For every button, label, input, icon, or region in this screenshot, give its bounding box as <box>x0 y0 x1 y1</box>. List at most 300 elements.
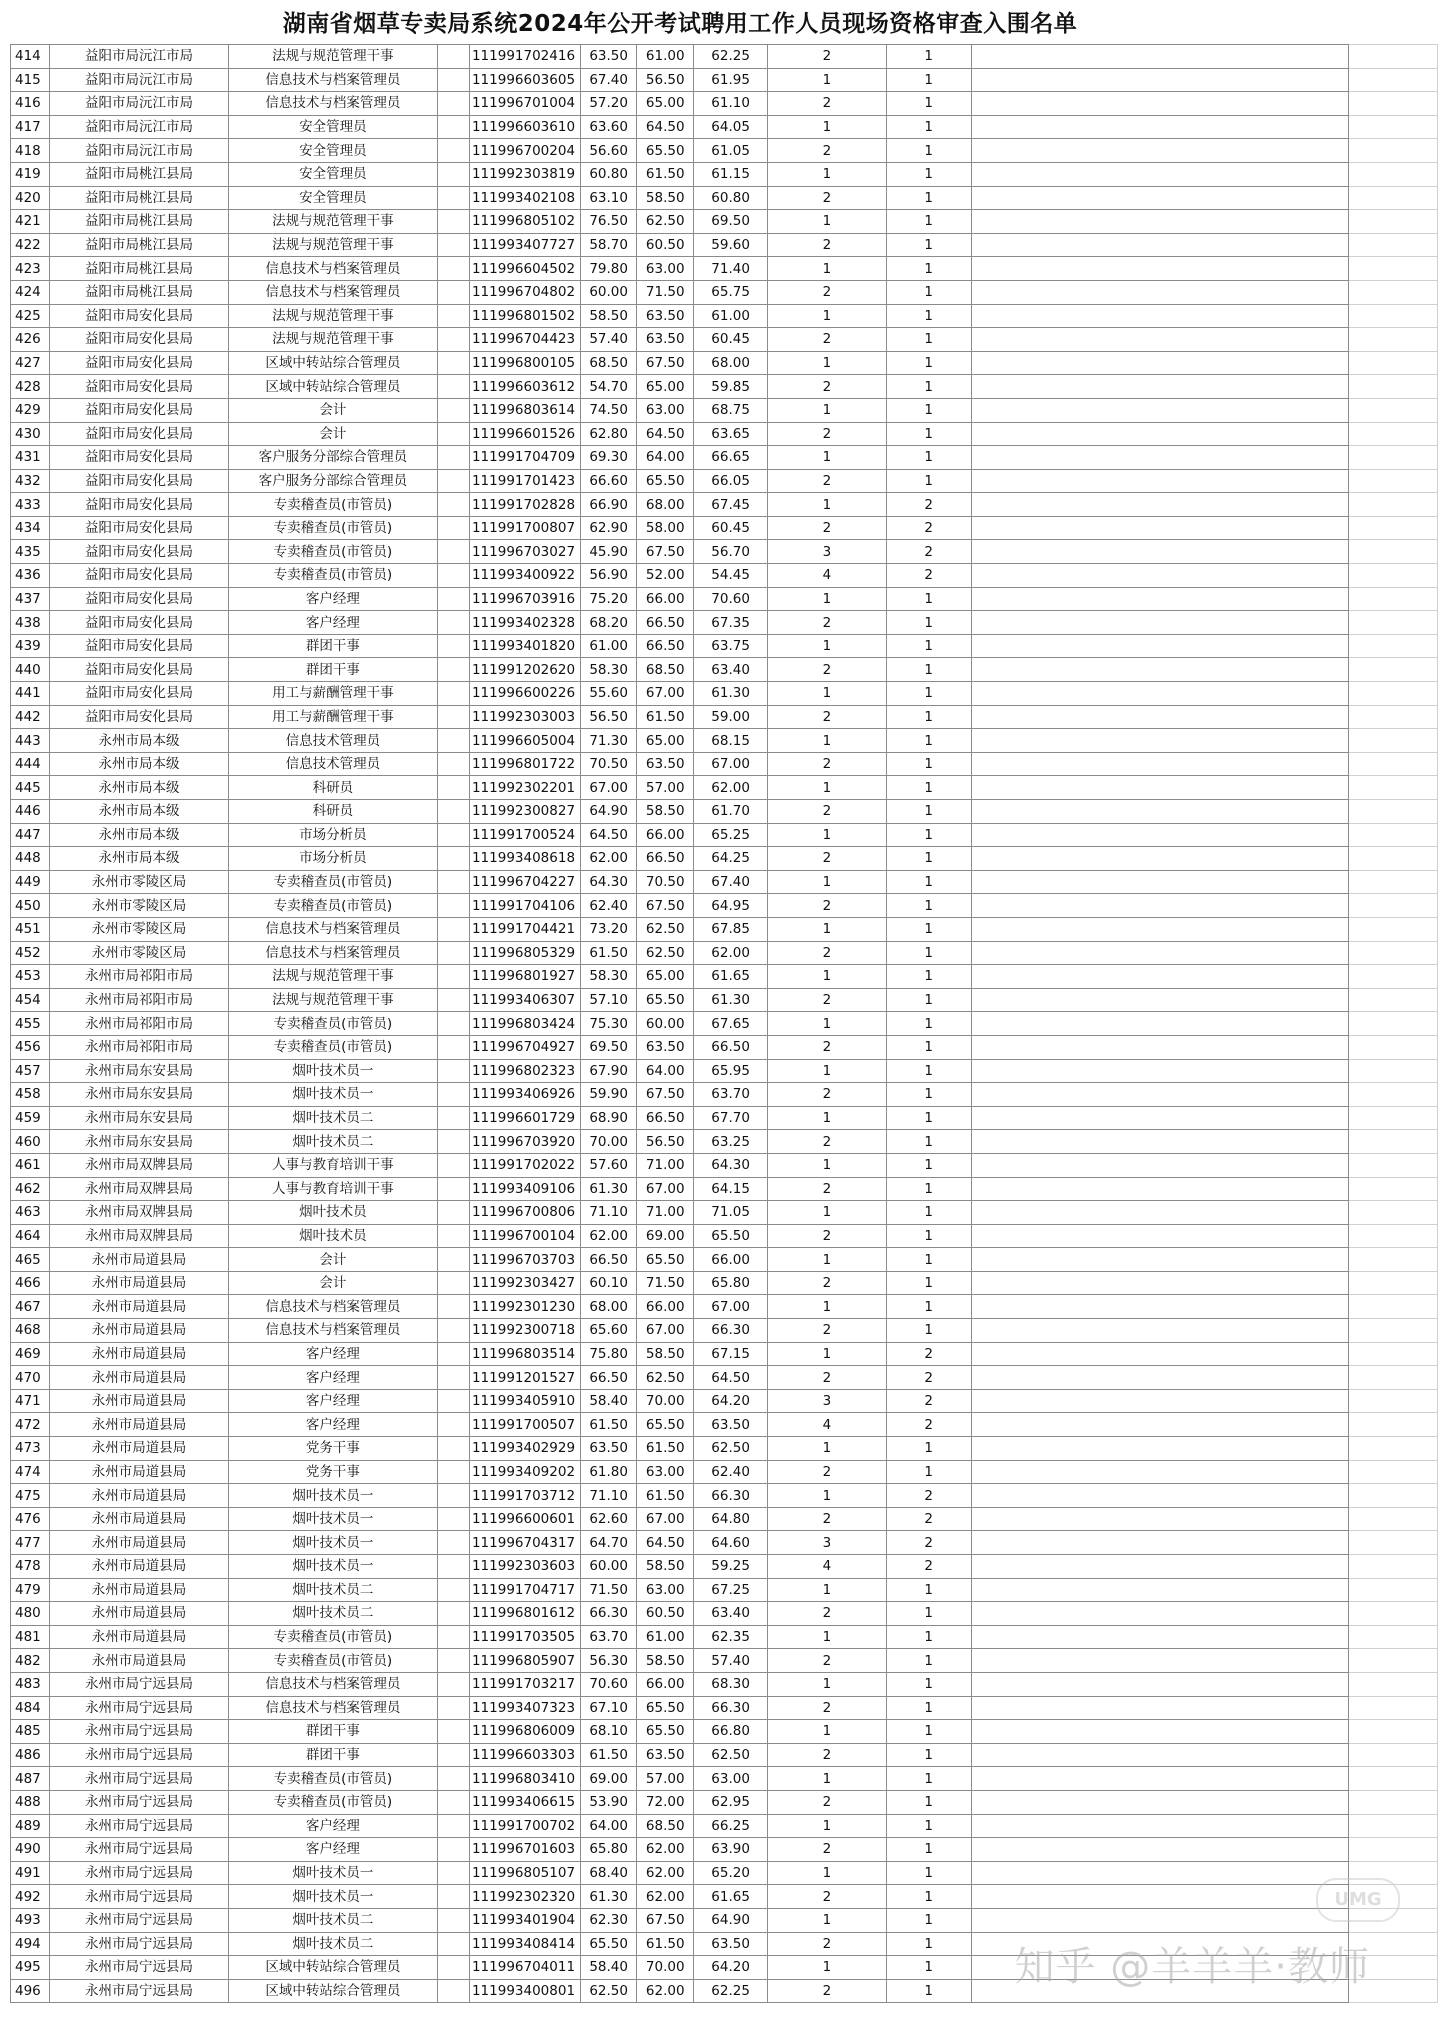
blank-cell <box>971 1743 1348 1767</box>
total-score-cell: 61.65 <box>694 1885 768 1909</box>
exam-id-cell: 111996801612 <box>469 1602 580 1626</box>
spacer-cell <box>437 516 469 540</box>
rank-cell: 1 <box>768 1578 886 1602</box>
seq-cell: 428 <box>11 375 50 399</box>
rank-cell: 1 <box>768 1295 886 1319</box>
blank-cell <box>1348 1720 1437 1744</box>
blank-cell <box>971 658 1348 682</box>
total-score-cell: 62.50 <box>694 1437 768 1461</box>
quota-cell: 1 <box>886 1625 971 1649</box>
rank-cell: 2 <box>768 1979 886 2003</box>
quota-cell: 1 <box>886 280 971 304</box>
written-score-cell: 65.50 <box>580 1932 637 1956</box>
written-score-cell: 62.50 <box>580 1979 637 2003</box>
blank-cell <box>1348 965 1437 989</box>
quota-cell: 1 <box>886 988 971 1012</box>
blank-cell <box>971 682 1348 706</box>
position-cell: 信息技术管理员 <box>229 752 438 776</box>
seq-cell: 425 <box>11 304 50 328</box>
interview-score-cell: 56.50 <box>637 68 694 92</box>
quota-cell: 2 <box>886 1413 971 1437</box>
table-row <box>11 587 1438 611</box>
spacer-cell <box>437 375 469 399</box>
spacer-cell <box>437 1201 469 1225</box>
written-score-cell: 67.40 <box>580 68 637 92</box>
total-score-cell: 71.05 <box>694 1201 768 1225</box>
seq-cell: 414 <box>11 45 50 69</box>
written-score-cell: 75.80 <box>580 1342 637 1366</box>
blank-cell <box>1348 823 1437 847</box>
quota-cell: 1 <box>886 847 971 871</box>
quota-cell: 1 <box>886 1130 971 1154</box>
rank-cell: 1 <box>768 634 886 658</box>
quota-cell: 1 <box>886 917 971 941</box>
quota-cell: 1 <box>886 1861 971 1885</box>
rank-cell: 1 <box>768 1106 886 1130</box>
unit-cell: 永州市局道县局 <box>49 1602 228 1626</box>
rank-cell: 1 <box>768 210 886 234</box>
spacer-cell <box>437 540 469 564</box>
total-score-cell: 59.25 <box>694 1555 768 1579</box>
blank-cell <box>971 1885 1348 1909</box>
spacer-cell <box>437 1484 469 1508</box>
position-cell: 安全管理员 <box>229 186 438 210</box>
unit-cell: 永州市局本级 <box>49 800 228 824</box>
interview-score-cell: 67.50 <box>637 351 694 375</box>
seq-cell: 493 <box>11 1908 50 1932</box>
blank-cell <box>1348 1743 1437 1767</box>
exam-id-cell: 111996800105 <box>469 351 580 375</box>
spacer-cell <box>437 1625 469 1649</box>
spacer-cell <box>437 351 469 375</box>
rank-cell: 1 <box>768 1012 886 1036</box>
rank-cell: 1 <box>768 1672 886 1696</box>
rank-cell: 2 <box>768 752 886 776</box>
exam-id-cell: 111996703920 <box>469 1130 580 1154</box>
blank-cell <box>1348 68 1437 92</box>
quota-cell: 1 <box>886 1649 971 1673</box>
unit-cell: 益阳市局桃江县局 <box>49 280 228 304</box>
rank-cell: 2 <box>768 1743 886 1767</box>
seq-cell: 459 <box>11 1106 50 1130</box>
quota-cell: 1 <box>886 1743 971 1767</box>
table-row <box>11 917 1438 941</box>
written-score-cell: 71.10 <box>580 1484 637 1508</box>
exam-id-cell: 111996805107 <box>469 1861 580 1885</box>
spacer-cell <box>437 658 469 682</box>
quota-cell: 1 <box>886 398 971 422</box>
unit-cell: 永州市局东安县局 <box>49 1059 228 1083</box>
rank-cell: 1 <box>768 1153 886 1177</box>
seq-cell: 460 <box>11 1130 50 1154</box>
blank-cell <box>971 634 1348 658</box>
position-cell: 专卖稽查员(市管员) <box>229 1790 438 1814</box>
written-score-cell: 55.60 <box>580 682 637 706</box>
position-cell: 专卖稽查员(市管员) <box>229 894 438 918</box>
quota-cell: 1 <box>886 1460 971 1484</box>
interview-score-cell: 65.50 <box>637 139 694 163</box>
written-score-cell: 67.00 <box>580 776 637 800</box>
quota-cell: 1 <box>886 162 971 186</box>
seq-cell: 434 <box>11 516 50 540</box>
exam-id-cell: 111993400922 <box>469 564 580 588</box>
exam-id-cell: 111996801927 <box>469 965 580 989</box>
blank-cell <box>1348 1413 1437 1437</box>
quota-cell: 1 <box>886 1035 971 1059</box>
seq-cell: 461 <box>11 1153 50 1177</box>
unit-cell: 益阳市局安化县局 <box>49 304 228 328</box>
total-score-cell: 63.50 <box>694 1413 768 1437</box>
position-cell: 烟叶技术员二 <box>229 1106 438 1130</box>
rank-cell: 2 <box>768 422 886 446</box>
total-score-cell: 67.00 <box>694 752 768 776</box>
unit-cell: 永州市局本级 <box>49 823 228 847</box>
table-row <box>11 1201 1438 1225</box>
rank-cell: 1 <box>768 1908 886 1932</box>
unit-cell: 永州市零陵区局 <box>49 941 228 965</box>
blank-cell <box>971 823 1348 847</box>
spacer-cell <box>437 1389 469 1413</box>
unit-cell: 益阳市局安化县局 <box>49 611 228 635</box>
unit-cell: 永州市局双牌县局 <box>49 1153 228 1177</box>
quota-cell: 1 <box>886 139 971 163</box>
seq-cell: 431 <box>11 446 50 470</box>
blank-cell <box>971 776 1348 800</box>
exam-id-cell: 111996603303 <box>469 1743 580 1767</box>
quota-cell: 1 <box>886 965 971 989</box>
rank-cell: 1 <box>768 1767 886 1791</box>
table-row <box>11 92 1438 116</box>
exam-id-cell: 111996704423 <box>469 328 580 352</box>
interview-score-cell: 58.50 <box>637 800 694 824</box>
blank-cell <box>1348 45 1437 69</box>
exam-id-cell: 111993402108 <box>469 186 580 210</box>
total-score-cell: 63.70 <box>694 1083 768 1107</box>
blank-cell <box>1348 800 1437 824</box>
spacer-cell <box>437 115 469 139</box>
total-score-cell: 67.15 <box>694 1342 768 1366</box>
total-score-cell: 62.00 <box>694 941 768 965</box>
written-score-cell: 67.90 <box>580 1059 637 1083</box>
exam-id-cell: 111993407727 <box>469 233 580 257</box>
spacer-cell <box>437 1342 469 1366</box>
seq-cell: 469 <box>11 1342 50 1366</box>
unit-cell: 益阳市局桃江县局 <box>49 257 228 281</box>
exam-id-cell: 111993401904 <box>469 1908 580 1932</box>
spacer-cell <box>437 257 469 281</box>
blank-cell <box>1348 1649 1437 1673</box>
blank-cell <box>971 68 1348 92</box>
quota-cell: 1 <box>886 870 971 894</box>
exam-id-cell: 111996700204 <box>469 139 580 163</box>
blank-cell <box>971 1838 1348 1862</box>
blank-cell <box>1348 1389 1437 1413</box>
total-score-cell: 64.15 <box>694 1177 768 1201</box>
table-row <box>11 1908 1438 1932</box>
blank-cell <box>1348 1838 1437 1862</box>
total-score-cell: 64.20 <box>694 1389 768 1413</box>
table-row <box>11 162 1438 186</box>
table-row <box>11 682 1438 706</box>
position-cell: 烟叶技术员二 <box>229 1908 438 1932</box>
quota-cell: 2 <box>886 540 971 564</box>
position-cell: 群团干事 <box>229 634 438 658</box>
interview-score-cell: 72.00 <box>637 1790 694 1814</box>
exam-id-cell: 111991704717 <box>469 1578 580 1602</box>
spacer-cell <box>437 1602 469 1626</box>
exam-id-cell: 111996601526 <box>469 422 580 446</box>
rank-cell: 1 <box>768 587 886 611</box>
quota-cell: 1 <box>886 1271 971 1295</box>
total-score-cell: 64.80 <box>694 1507 768 1531</box>
written-score-cell: 60.00 <box>580 1555 637 1579</box>
unit-cell: 益阳市局安化县局 <box>49 540 228 564</box>
rank-cell: 2 <box>768 1932 886 1956</box>
unit-cell: 永州市局道县局 <box>49 1295 228 1319</box>
blank-cell <box>1348 1366 1437 1390</box>
exam-id-cell: 111996704927 <box>469 1035 580 1059</box>
unit-cell: 永州市局道县局 <box>49 1248 228 1272</box>
spacer-cell <box>437 446 469 470</box>
interview-score-cell: 71.00 <box>637 1153 694 1177</box>
interview-score-cell: 63.50 <box>637 328 694 352</box>
rank-cell: 2 <box>768 233 886 257</box>
spacer-cell <box>437 280 469 304</box>
blank-cell <box>971 1389 1348 1413</box>
seq-cell: 444 <box>11 752 50 776</box>
table-row <box>11 705 1438 729</box>
table-row <box>11 1696 1438 1720</box>
exam-id-cell: 111996704317 <box>469 1531 580 1555</box>
position-cell: 安全管理员 <box>229 162 438 186</box>
seq-cell: 464 <box>11 1224 50 1248</box>
written-score-cell: 63.10 <box>580 186 637 210</box>
written-score-cell: 71.10 <box>580 1201 637 1225</box>
seq-cell: 430 <box>11 422 50 446</box>
blank-cell <box>1348 351 1437 375</box>
blank-cell <box>1348 1130 1437 1154</box>
position-cell: 科研员 <box>229 776 438 800</box>
rank-cell: 2 <box>768 469 886 493</box>
blank-cell <box>1348 752 1437 776</box>
seq-cell: 447 <box>11 823 50 847</box>
seq-cell: 486 <box>11 1743 50 1767</box>
table-row <box>11 1319 1438 1343</box>
spacer-cell <box>437 1366 469 1390</box>
blank-cell <box>971 800 1348 824</box>
spacer-cell <box>437 1012 469 1036</box>
seq-cell: 463 <box>11 1201 50 1225</box>
blank-cell <box>1348 1271 1437 1295</box>
quota-cell: 1 <box>886 894 971 918</box>
position-cell: 群团干事 <box>229 1743 438 1767</box>
interview-score-cell: 69.00 <box>637 1224 694 1248</box>
interview-score-cell: 61.50 <box>637 1484 694 1508</box>
spacer-cell <box>437 1932 469 1956</box>
seq-cell: 421 <box>11 210 50 234</box>
interview-score-cell: 67.00 <box>637 1177 694 1201</box>
table-row <box>11 1861 1438 1885</box>
unit-cell: 永州市局宁远县局 <box>49 1743 228 1767</box>
written-score-cell: 71.50 <box>580 1578 637 1602</box>
total-score-cell: 66.50 <box>694 1035 768 1059</box>
table-row <box>11 776 1438 800</box>
exam-id-cell: 111992303003 <box>469 705 580 729</box>
seq-cell: 456 <box>11 1035 50 1059</box>
exam-id-cell: 111991703505 <box>469 1625 580 1649</box>
exam-id-cell: 111991703217 <box>469 1672 580 1696</box>
written-score-cell: 63.50 <box>580 1437 637 1461</box>
rank-cell: 1 <box>768 115 886 139</box>
written-score-cell: 57.40 <box>580 328 637 352</box>
spacer-cell <box>437 1720 469 1744</box>
position-cell: 科研员 <box>229 800 438 824</box>
unit-cell: 永州市局宁远县局 <box>49 1814 228 1838</box>
seq-cell: 487 <box>11 1767 50 1791</box>
blank-cell <box>971 1460 1348 1484</box>
exam-id-cell: 111996803424 <box>469 1012 580 1036</box>
seq-cell: 472 <box>11 1413 50 1437</box>
blank-cell <box>971 375 1348 399</box>
interview-score-cell: 66.00 <box>637 587 694 611</box>
blank-cell <box>1348 1602 1437 1626</box>
exam-id-cell: 111991704106 <box>469 894 580 918</box>
unit-cell: 益阳市局安化县局 <box>49 587 228 611</box>
blank-cell <box>1348 1201 1437 1225</box>
written-score-cell: 68.10 <box>580 1720 637 1744</box>
interview-score-cell: 63.00 <box>637 1578 694 1602</box>
spacer-cell <box>437 823 469 847</box>
blank-cell <box>1348 398 1437 422</box>
spacer-cell <box>437 1555 469 1579</box>
blank-cell <box>1348 847 1437 871</box>
unit-cell: 益阳市局安化县局 <box>49 422 228 446</box>
rank-cell: 4 <box>768 1555 886 1579</box>
table-row <box>11 139 1438 163</box>
seq-cell: 432 <box>11 469 50 493</box>
blank-cell <box>1348 92 1437 116</box>
total-score-cell: 63.00 <box>694 1767 768 1791</box>
rank-cell: 3 <box>768 1389 886 1413</box>
total-score-cell: 67.85 <box>694 917 768 941</box>
spacer-cell <box>437 1413 469 1437</box>
exam-id-cell: 111993402328 <box>469 611 580 635</box>
written-score-cell: 64.00 <box>580 1814 637 1838</box>
rank-cell: 2 <box>768 375 886 399</box>
spacer-cell <box>437 210 469 234</box>
exam-id-cell: 111991202620 <box>469 658 580 682</box>
exam-id-cell: 111991700507 <box>469 1413 580 1437</box>
quota-cell: 1 <box>886 375 971 399</box>
spacer-cell <box>437 1319 469 1343</box>
blank-cell <box>971 1507 1348 1531</box>
interview-score-cell: 56.50 <box>637 1130 694 1154</box>
blank-cell <box>1348 257 1437 281</box>
blank-cell <box>971 186 1348 210</box>
unit-cell: 益阳市局安化县局 <box>49 634 228 658</box>
quota-cell: 2 <box>886 516 971 540</box>
written-score-cell: 76.50 <box>580 210 637 234</box>
blank-cell <box>971 941 1348 965</box>
table-row <box>11 1271 1438 1295</box>
spacer-cell <box>437 729 469 753</box>
spacer-cell <box>437 233 469 257</box>
interview-score-cell: 67.50 <box>637 1083 694 1107</box>
quota-cell: 1 <box>886 1908 971 1932</box>
total-score-cell: 65.80 <box>694 1271 768 1295</box>
spacer-cell <box>437 800 469 824</box>
written-score-cell: 70.00 <box>580 1130 637 1154</box>
quota-cell: 1 <box>886 800 971 824</box>
blank-cell <box>971 705 1348 729</box>
table-row <box>11 1248 1438 1272</box>
blank-cell <box>971 1271 1348 1295</box>
rank-cell: 1 <box>768 1484 886 1508</box>
written-score-cell: 70.60 <box>580 1672 637 1696</box>
quota-cell: 1 <box>886 1201 971 1225</box>
blank-cell <box>1348 446 1437 470</box>
seq-cell: 433 <box>11 493 50 517</box>
position-cell: 专卖稽查员(市管员) <box>229 564 438 588</box>
interview-score-cell: 57.00 <box>637 1767 694 1791</box>
position-cell: 客户服务分部综合管理员 <box>229 469 438 493</box>
exam-id-cell: 111991702022 <box>469 1153 580 1177</box>
written-score-cell: 59.90 <box>580 1083 637 1107</box>
position-cell: 客户经理 <box>229 1413 438 1437</box>
quota-cell: 1 <box>886 682 971 706</box>
rank-cell: 2 <box>768 1319 886 1343</box>
table-row <box>11 1366 1438 1390</box>
total-score-cell: 59.85 <box>694 375 768 399</box>
blank-cell <box>971 1366 1348 1390</box>
total-score-cell: 62.25 <box>694 1979 768 2003</box>
total-score-cell: 70.60 <box>694 587 768 611</box>
spacer-cell <box>437 1743 469 1767</box>
table-row <box>11 1295 1438 1319</box>
spacer-cell <box>437 1790 469 1814</box>
table-row <box>11 1153 1438 1177</box>
exam-id-cell: 111996805329 <box>469 941 580 965</box>
spacer-cell <box>437 1696 469 1720</box>
unit-cell: 永州市局双牌县局 <box>49 1177 228 1201</box>
quota-cell: 2 <box>886 1555 971 1579</box>
interview-score-cell: 70.00 <box>637 1956 694 1980</box>
exam-id-cell: 111996703916 <box>469 587 580 611</box>
blank-cell <box>971 1555 1348 1579</box>
position-cell: 群团干事 <box>229 658 438 682</box>
quota-cell: 1 <box>886 1437 971 1461</box>
interview-score-cell: 63.50 <box>637 1743 694 1767</box>
blank-cell <box>971 1130 1348 1154</box>
quota-cell: 1 <box>886 1578 971 1602</box>
unit-cell: 益阳市局安化县局 <box>49 446 228 470</box>
spacer-cell <box>437 1177 469 1201</box>
seq-cell: 424 <box>11 280 50 304</box>
table-row <box>11 1177 1438 1201</box>
written-score-cell: 65.60 <box>580 1319 637 1343</box>
exam-id-cell: 111996601729 <box>469 1106 580 1130</box>
position-cell: 信息技术与档案管理员 <box>229 68 438 92</box>
total-score-cell: 68.15 <box>694 729 768 753</box>
exam-id-cell: 111992300718 <box>469 1319 580 1343</box>
interview-score-cell: 58.50 <box>637 1555 694 1579</box>
interview-score-cell: 65.00 <box>637 965 694 989</box>
unit-cell: 永州市局宁远县局 <box>49 1885 228 1909</box>
written-score-cell: 73.20 <box>580 917 637 941</box>
position-cell: 法规与规范管理干事 <box>229 965 438 989</box>
exam-id-cell: 111996803410 <box>469 1767 580 1791</box>
blank-cell <box>971 162 1348 186</box>
